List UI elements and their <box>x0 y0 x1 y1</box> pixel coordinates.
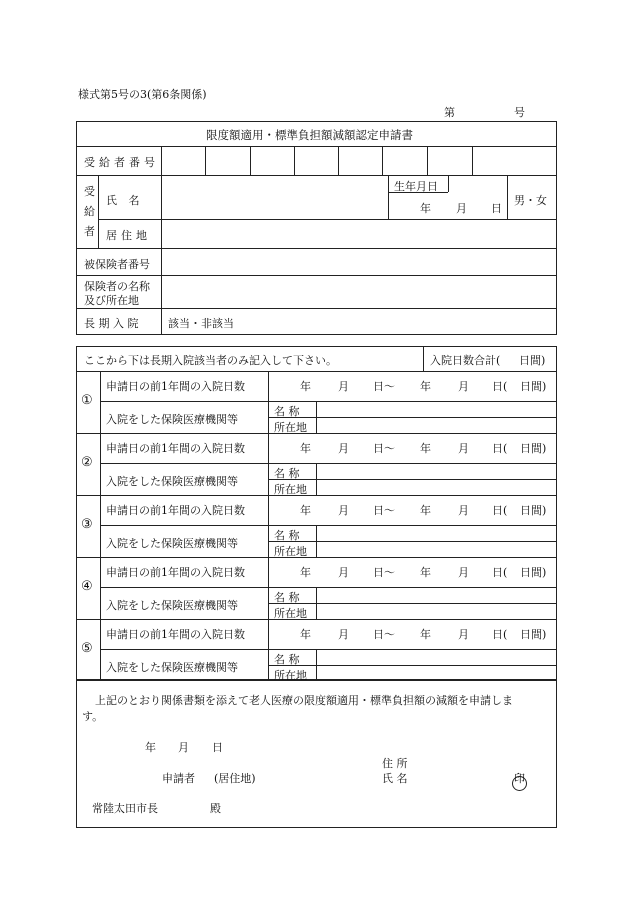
to-year: 年 <box>420 628 431 641</box>
declaration-text-1: 上記のとおり関係書類を添えて老人医療の限度額適用・標準負担額の減額を申請しま <box>95 694 513 707</box>
institution-name-input[interactable] <box>318 526 555 540</box>
addressee: 常陸太田市長 <box>92 802 158 815</box>
from-day: 日〜 <box>373 380 395 393</box>
institution-location-input[interactable] <box>318 604 555 618</box>
days-input[interactable] <box>270 435 555 461</box>
from-month: 月 <box>338 442 349 455</box>
to-year: 年 <box>420 504 431 517</box>
institution-name-label: 名 称 <box>274 591 300 604</box>
from-year: 年 <box>300 442 311 455</box>
from-day: 日〜 <box>373 442 395 455</box>
recipient-label-3: 者 <box>84 225 95 238</box>
institution-location-input[interactable] <box>318 666 555 680</box>
to-year: 年 <box>420 380 431 393</box>
days-unit: 日間) <box>520 628 547 641</box>
to-month: 月 <box>458 380 469 393</box>
insured-number-input[interactable] <box>162 249 556 274</box>
institution-name-input[interactable] <box>318 588 555 602</box>
days-label: 申請日の前1年間の入院日数 <box>106 380 245 393</box>
days-label: 申請日の前1年間の入院日数 <box>106 442 245 455</box>
days-input[interactable] <box>270 497 555 523</box>
to-year: 年 <box>420 442 431 455</box>
days-input[interactable] <box>270 621 555 647</box>
row-index: ③ <box>81 517 93 532</box>
institution-label: 入院をした保険医療機関等 <box>106 537 238 550</box>
from-day: 日〜 <box>373 566 395 579</box>
number-suffix: 号 <box>514 106 525 119</box>
insurer-label-line2: 及び所在地 <box>84 294 139 307</box>
institution-location-label: 所在地 <box>274 483 307 496</box>
days-label: 申請日の前1年間の入院日数 <box>106 504 245 517</box>
institution-location-label: 所在地 <box>274 545 307 558</box>
form-title: 限度額適用・標準負担額減額認定申請書 <box>206 128 413 142</box>
gender-select[interactable]: 男・女 <box>514 194 547 207</box>
recipient-label-2: 給 <box>84 205 95 218</box>
insured-number-label: 被保険者番号 <box>84 258 150 271</box>
institution-label: 入院をした保険医療機関等 <box>106 599 238 612</box>
dob-year: 年 <box>420 202 431 215</box>
from-month: 月 <box>338 504 349 517</box>
institution-label: 入院をした保険医療機関等 <box>106 413 238 426</box>
date-year: 年 <box>145 741 156 754</box>
institution-name-label: 名 称 <box>274 529 300 542</box>
total-days-label: 入院日数合計( <box>430 354 501 367</box>
to-month: 月 <box>458 442 469 455</box>
date-month: 月 <box>178 741 189 754</box>
from-month: 月 <box>338 380 349 393</box>
institution-name-input[interactable] <box>318 650 555 664</box>
recipient-label-1: 受 <box>84 185 95 198</box>
from-year: 年 <box>300 380 311 393</box>
applicant-address-label: 住 所 <box>382 757 408 770</box>
declaration-text-2: す。 <box>82 710 104 723</box>
institution-name-label: 名 称 <box>274 405 300 418</box>
days-label: 申請日の前1年間の入院日数 <box>106 628 245 641</box>
from-year: 年 <box>300 504 311 517</box>
from-month: 月 <box>338 628 349 641</box>
address-label: 居住地 <box>106 229 151 242</box>
insurer-input[interactable] <box>162 276 556 307</box>
institution-location-label: 所在地 <box>274 607 307 620</box>
institution-label: 入院をした保険医療機関等 <box>106 661 238 674</box>
address-input[interactable] <box>162 220 556 247</box>
days-unit: 日間) <box>520 442 547 455</box>
from-day: 日〜 <box>373 628 395 641</box>
days-input[interactable] <box>270 373 555 399</box>
to-month: 月 <box>458 566 469 579</box>
days-unit: 日間) <box>520 380 547 393</box>
dob-month: 月 <box>456 202 467 215</box>
institution-name-label: 名 称 <box>274 653 300 666</box>
from-month: 月 <box>338 566 349 579</box>
name-label: 氏 名 <box>106 194 144 207</box>
applicant-name-label: 氏 名 <box>382 772 408 785</box>
institution-location-input[interactable] <box>318 542 555 556</box>
row-index: ⑤ <box>81 641 93 656</box>
days-unit: 日間) <box>520 504 547 517</box>
institution-name-label: 名 称 <box>274 467 300 480</box>
to-day: 日( <box>492 442 508 455</box>
institution-location-input[interactable] <box>318 480 555 494</box>
to-month: 月 <box>458 504 469 517</box>
institution-location-input[interactable] <box>318 418 555 432</box>
long-term-note: ここから下は長期入院該当者のみ記入して下さい。 <box>84 354 337 367</box>
to-day: 日( <box>492 628 508 641</box>
date-day: 日 <box>212 741 223 754</box>
institution-location-label: 所在地 <box>274 669 307 682</box>
to-month: 月 <box>458 628 469 641</box>
days-label: 申請日の前1年間の入院日数 <box>106 566 245 579</box>
seal-label: 印 <box>514 772 525 785</box>
row-index: ② <box>81 455 93 470</box>
from-year: 年 <box>300 628 311 641</box>
dob-label: 生年月日 <box>394 180 438 193</box>
honorific: 殿 <box>210 802 221 815</box>
institution-name-input[interactable] <box>318 464 555 478</box>
number-prefix: 第 <box>444 106 455 119</box>
long-term-label: 長 期 入 院 <box>84 317 139 330</box>
recipient-number-input[interactable] <box>162 147 472 174</box>
long-term-select[interactable]: 該当・非該当 <box>168 317 234 330</box>
dob-day: 日 <box>491 202 502 215</box>
to-day: 日( <box>492 504 508 517</box>
insurer-label-line1: 保険者の名称 <box>84 280 150 293</box>
to-day: 日( <box>492 380 508 393</box>
institution-label: 入院をした保険医療機関等 <box>106 475 238 488</box>
institution-location-label: 所在地 <box>274 421 307 434</box>
days-input[interactable] <box>270 559 555 585</box>
to-day: 日( <box>492 566 508 579</box>
from-year: 年 <box>300 566 311 579</box>
days-unit: 日間) <box>520 566 547 579</box>
institution-name-input[interactable] <box>318 402 555 416</box>
residence-label: (居住地) <box>214 772 256 785</box>
to-year: 年 <box>420 566 431 579</box>
total-days-unit: 日間) <box>519 354 546 367</box>
name-input[interactable] <box>162 176 388 219</box>
applicant-label: 申請者 <box>162 772 195 785</box>
recipient-number-label: 受給者番号 <box>84 156 159 169</box>
row-index: ④ <box>81 579 93 594</box>
from-day: 日〜 <box>373 504 395 517</box>
row-index: ① <box>81 393 93 408</box>
form-number: 様式第5号の3(第6条関係) <box>78 88 207 101</box>
